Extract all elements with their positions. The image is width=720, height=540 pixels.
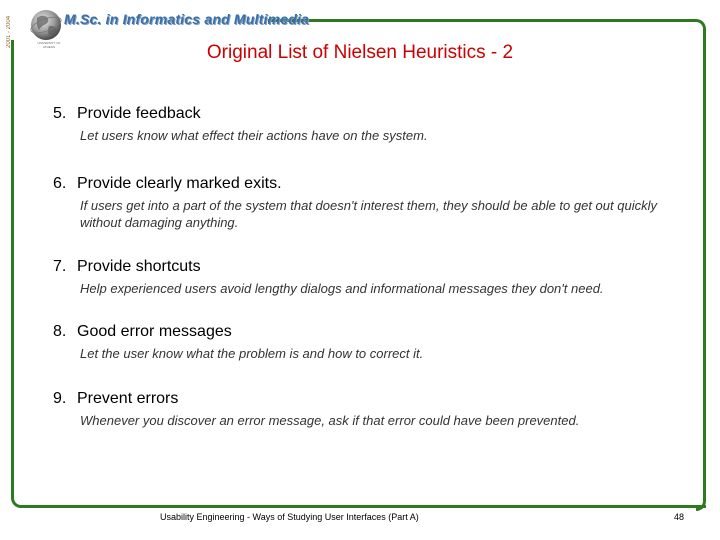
- heuristic-item-9: [53, 389, 693, 429]
- heuristic-description: Let the user know what the problem is and how to correct it.: [80, 346, 424, 361]
- heuristic-number: 7.: [53, 258, 67, 275]
- heuristic-number: 8.: [53, 323, 67, 340]
- heuristic-description: Help experienced users avoid lengthy dialogs and informational messages they don't need.: [80, 281, 604, 296]
- program-title: M.Sc. in Informatics and Multimedia: [64, 11, 310, 27]
- heuristic-description: If users get into a part of the system that doesn't interest them, they should be able to get out quickly without damaging anything.: [80, 198, 657, 230]
- page-number: 48: [674, 512, 685, 522]
- heuristic-item-5: [53, 104, 693, 144]
- frame-right-edge: [696, 19, 706, 511]
- heuristic-title: Provide shortcuts: [77, 258, 201, 275]
- heuristic-title: Good error messages: [77, 323, 232, 340]
- frame-bottom-line: [20, 505, 706, 508]
- heuristic-item-8: [53, 322, 693, 362]
- footer-text: Usability Engineering - Ways of Studying User Interfaces (Part A): [160, 512, 419, 522]
- heuristic-number: 9.: [53, 390, 67, 407]
- heuristic-number: 5.: [53, 105, 67, 122]
- heuristic-number: 6.: [53, 175, 67, 192]
- heuristic-title: Prevent errors: [77, 390, 179, 407]
- heuristic-item-6: [53, 174, 693, 231]
- side-year-label: 2001 - 2004: [6, 15, 12, 48]
- slide-title-text: Original List of Nielsen Heuristics - 2: [206, 42, 514, 63]
- heuristic-item-7: [53, 257, 693, 297]
- slide-title: [0, 42, 720, 64]
- globe-logo-icon: [29, 8, 63, 42]
- heuristic-description: Let users know what effect their actions have on the system.: [80, 128, 428, 143]
- heuristic-title: Provide clearly marked exits.: [77, 175, 282, 192]
- heuristic-title: Provide feedback: [77, 105, 201, 122]
- heuristic-description: Whenever you discover an error message, ask if that error could have been prevented.: [80, 413, 580, 428]
- university-caption: UNIVERSITY OF ATHENS: [37, 41, 61, 49]
- frame-top-line: [268, 19, 696, 22]
- frame-left-edge: [11, 40, 21, 508]
